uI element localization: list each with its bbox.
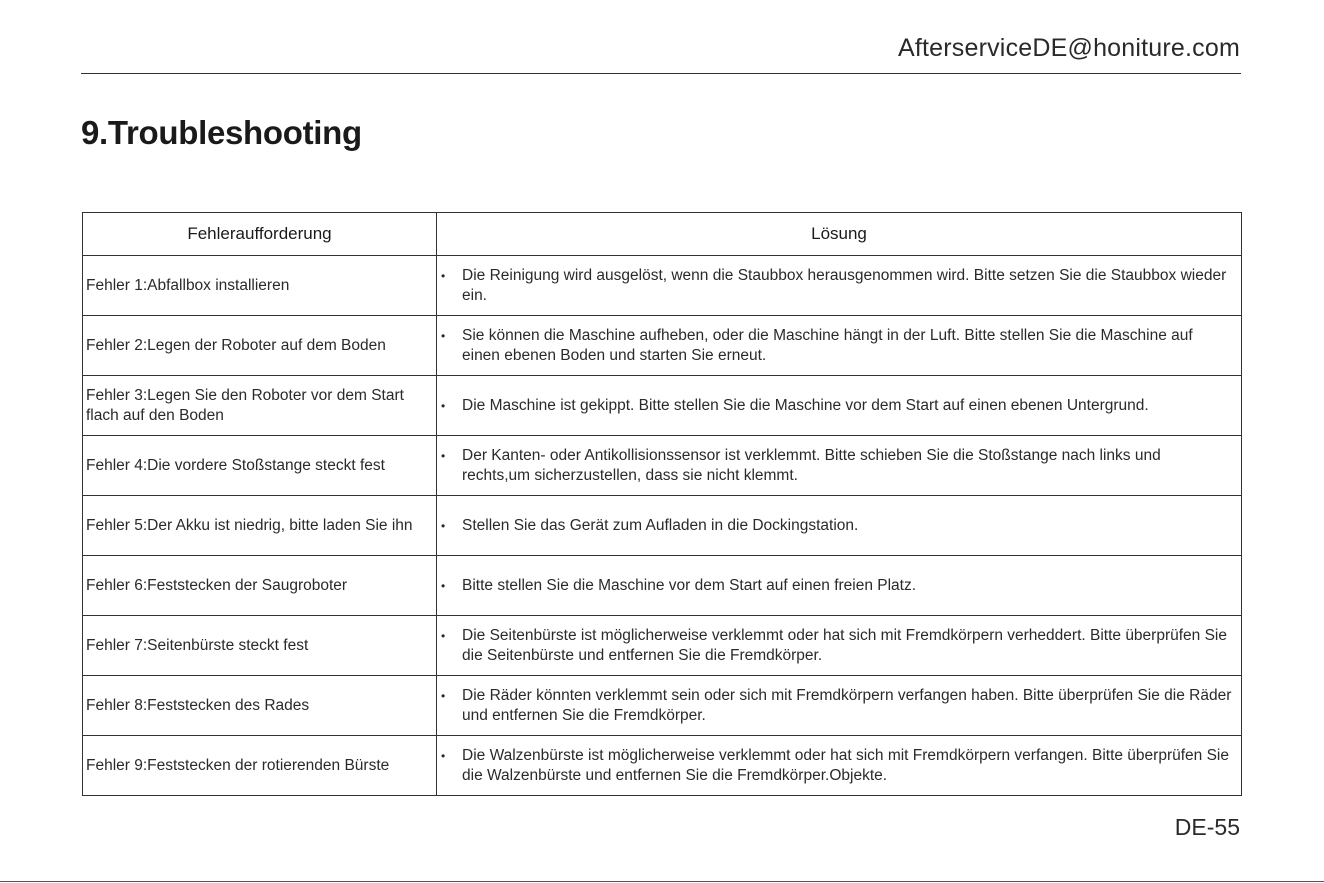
- column-header-solution: Lösung: [437, 213, 1242, 256]
- table-row: [83, 256, 1242, 316]
- table-row: [83, 316, 1242, 376]
- solution-cell: [437, 256, 1242, 316]
- solution-cell: [437, 556, 1242, 616]
- solution-text: Stellen Sie das Gerät zum Aufladen in die Dockingstation.: [462, 516, 859, 534]
- solution-text: Die Räder könnten verklemmt sein oder sich mit Fremdkörpern verfangen haben. Bitte überprüfen Sie die Räder und entfernen Sie die Fremdkörper.: [462, 686, 1232, 724]
- error-cell: Fehler 8:Feststecken des Rades: [83, 676, 437, 736]
- solution-text: Die Seitenbürste ist möglicherweise verklemmt oder hat sich mit Fremdkörpern verheddert. Bitte überprüfen Sie die Seitenbürste und entfernen Sie die Fremdkörper.: [462, 626, 1227, 664]
- bullet-icon: •: [441, 398, 446, 413]
- page-bottom-edge: [0, 881, 1324, 882]
- bullet-icon: •: [441, 748, 446, 763]
- table-row: [83, 616, 1242, 676]
- solution-cell: [437, 316, 1242, 376]
- solution-text: Bitte stellen Sie die Maschine vor dem Start auf einen freien Platz.: [462, 576, 917, 594]
- bullet-icon: •: [441, 688, 446, 703]
- error-cell: Fehler 7:Seitenbürste steckt fest: [83, 616, 437, 676]
- troubleshooting-table: [82, 212, 1242, 796]
- error-cell: Fehler 6:Feststecken der Saugroboter: [83, 556, 437, 616]
- table-row: [83, 736, 1242, 796]
- error-cell: Fehler 4:Die vordere Stoßstange steckt fest: [83, 436, 437, 496]
- solution-text: Die Maschine ist gekippt. Bitte stellen Sie die Maschine vor dem Start auf einen ebenen Untergrund.: [462, 396, 1149, 414]
- bullet-icon: •: [441, 518, 446, 533]
- error-cell: Fehler 1:Abfallbox installieren: [83, 256, 437, 316]
- error-cell: Fehler 3:Legen Sie den Roboter vor dem Start flach auf den Boden: [83, 376, 437, 436]
- table-row: [83, 436, 1242, 496]
- solution-cell: [437, 616, 1242, 676]
- column-header-error: Fehleraufforderung: [83, 213, 437, 256]
- solution-cell: [437, 496, 1242, 556]
- error-cell: Fehler 2:Legen der Roboter auf dem Boden: [83, 316, 437, 376]
- solution-cell: [437, 436, 1242, 496]
- table-row: [83, 496, 1242, 556]
- solution-cell: [437, 376, 1242, 436]
- bullet-icon: •: [441, 268, 446, 283]
- bullet-icon: •: [441, 578, 446, 593]
- table-header-row: [83, 213, 1242, 256]
- solution-cell: [437, 736, 1242, 796]
- page-number: DE-55: [1174, 814, 1240, 840]
- table-row: [83, 376, 1242, 436]
- bullet-icon: •: [441, 448, 446, 463]
- section-title: 9.Troubleshooting: [81, 114, 362, 151]
- header-divider: [81, 73, 1241, 74]
- table-row: [83, 556, 1242, 616]
- error-cell: Fehler 5:Der Akku ist niedrig, bitte laden Sie ihn: [83, 496, 437, 556]
- table-row: [83, 676, 1242, 736]
- error-cell: Fehler 9:Feststecken der rotierenden Bürste: [83, 736, 437, 796]
- solution-text: Der Kanten- oder Antikollisionssensor ist verklemmt. Bitte schieben Sie die Stoßstange nach links und rechts,um sicherzustellen, dass sie nicht klemmt.: [462, 446, 1161, 484]
- solution-text: Die Reinigung wird ausgelöst, wenn die Staubbox herausgenommen wird. Bitte setzen Sie die Staubbox wieder ein.: [462, 266, 1227, 304]
- bullet-icon: •: [441, 628, 446, 643]
- solution-text: Die Walzenbürste ist möglicherweise verklemmt oder hat sich mit Fremdkörpern verfangen. Bitte überprüfen Sie die Walzenbürste und entfernen Sie die Fremdkörper.Objekte.: [462, 746, 1229, 784]
- header-email: AfterserviceDE@honiture.com: [897, 34, 1240, 62]
- bullet-icon: •: [441, 328, 446, 343]
- solution-cell: [437, 676, 1242, 736]
- solution-text: Sie können die Maschine aufheben, oder die Maschine hängt in der Luft. Bitte stellen Sie die Maschine auf einen ebenen Boden und starten Sie erneut.: [462, 326, 1193, 364]
